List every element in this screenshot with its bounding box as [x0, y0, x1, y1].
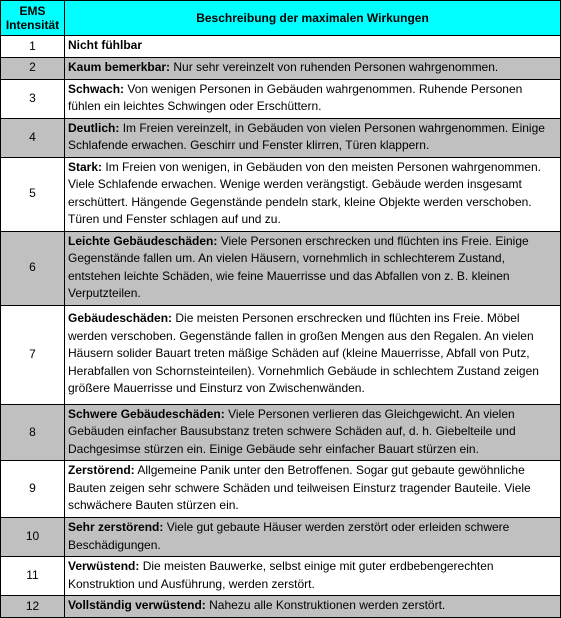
- table-row: [1, 36, 561, 58]
- intensity-text: Viele Personen verlieren das Gleichgewicht. An vielen Gebäuden einfacher Bausubstanz treten schwere Schäden auf, d. h. Giebelteile und Dachgesimse stürzen ein. Einige Gebäude sehr einfacher Bauart stürzen ein.: [68, 406, 516, 456]
- table-row: [1, 461, 561, 518]
- table-row: [1, 404, 561, 461]
- intensity-number: 7: [1, 305, 65, 404]
- intensity-number: 11: [1, 557, 65, 596]
- table-row: [1, 79, 561, 118]
- intensity-text: Viele gut gebaute Häuser werden zerstört oder erleiden schwere Beschädigungen.: [68, 520, 510, 552]
- table-row: [1, 518, 561, 557]
- intensity-number: 6: [1, 231, 65, 305]
- intensity-term: Stark:: [68, 159, 103, 174]
- intensity-number: 1: [1, 36, 65, 58]
- intensity-description: [65, 36, 561, 58]
- intensity-term: Sehr zerstörend:: [68, 520, 164, 534]
- header-intensity-line1: EMS: [19, 4, 46, 18]
- intensity-text: Im Freien vereinzelt, in Gebäuden von vielen Personen wahrgenommen. Einige Schlafende erwachen. Geschirr und Fenster klirren, Türen klappern.: [68, 120, 545, 152]
- intensity-term: Leichte Gebäudeschäden:: [68, 233, 218, 248]
- intensity-description: [65, 596, 561, 618]
- intensity-number: 2: [1, 57, 65, 79]
- intensity-description: [65, 79, 561, 118]
- intensity-description: [65, 57, 561, 79]
- intensity-number: 8: [1, 404, 65, 461]
- intensity-number: 10: [1, 518, 65, 557]
- intensity-text: Nur sehr vereinzelt von ruhenden Personen wahrgenommen.: [173, 59, 499, 74]
- intensity-description: [65, 157, 561, 231]
- intensity-term: Zerstörend:: [68, 463, 135, 478]
- intensity-number: 3: [1, 79, 65, 118]
- intensity-term: Nicht fühlbar: [68, 38, 142, 52]
- intensity-term: Vollständig verwüstend:: [68, 598, 206, 612]
- intensity-description: [65, 231, 561, 305]
- table-row: [1, 596, 561, 618]
- intensity-term: Deutlich:: [68, 120, 120, 135]
- header-row: [1, 1, 561, 36]
- table-row: [1, 157, 561, 231]
- intensity-term: Verwüstend:: [68, 559, 140, 573]
- intensity-text: Von wenigen Personen in Gebäuden wahrgenommen. Ruhende Personen fühlen ein leichtes Schwingen oder Erschüttern.: [68, 81, 523, 113]
- intensity-term: Schwere Gebäudeschäden:: [68, 406, 225, 421]
- table-row: [1, 57, 561, 79]
- intensity-description: [65, 305, 561, 404]
- intensity-number: 4: [1, 118, 65, 157]
- intensity-text: Nahezu alle Konstruktionen werden zerstört.: [209, 598, 446, 612]
- intensity-number: 5: [1, 157, 65, 231]
- intensity-number: 12: [1, 596, 65, 618]
- intensity-text: Im Freien von wenigen, in Gebäuden von den meisten Personen wahrgenommen. Viele Schlafende erwachen. Wenige werden verängstigt. Gebäude werden insgesamt erschüttert. Hängende Gegenstände pendeln stark, kleine Objekte werden verschoben. Türen und Fenster schlagen auf und zu.: [68, 159, 541, 226]
- table-row: [1, 557, 561, 596]
- intensity-text: Allgemeine Panik unter den Betroffenen. Sogar gut gebaute gewöhnliche Bauten zeigen sehr schwere Schäden und teilweisen Einsturz tragender Bauteile. Viele schwächere Bauten stürzen ein.: [68, 463, 531, 513]
- header-intensity: [1, 1, 65, 36]
- intensity-term: Gebäudeschäden:: [68, 311, 173, 326]
- intensity-description: [65, 461, 561, 518]
- intensity-description: [65, 118, 561, 157]
- intensity-term: Schwach:: [68, 81, 125, 96]
- header-intensity-line2: Intensität: [5, 18, 60, 32]
- intensity-term: Kaum bemerkbar:: [68, 59, 171, 74]
- table-row: [1, 118, 561, 157]
- intensity-description: [65, 404, 561, 461]
- intensity-description: [65, 518, 561, 557]
- intensity-text: Die meisten Personen erschrecken und flüchten ins Freie. Möbel werden verschoben. Gegenstände fallen in großen Mengen aus den Regalen. An vielen Häusern solider Bauart treten mäßige Schäden auf (kleine Mauerrisse, Abfall von Putz, Herabfallen von Schornsteinteilen). Vornehmlich Gebäude in schlechtem Zustand zeigen größere Mauerrisse und Einsturz von Zwischenwänden.: [68, 311, 539, 396]
- intensity-text: Viele Personen erschrecken und flüchten ins Freie. Einige Gegenstände fallen um. An vielen Häusern, vornehmlich in schlechterem Zustand, entstehen leichte Schäden, wie feine Mauerrisse und das Abfallen von z. B. kleinen Verputzteilen.: [68, 233, 529, 300]
- table-row: [1, 305, 561, 404]
- intensity-description: [65, 557, 561, 596]
- intensity-number: 9: [1, 461, 65, 518]
- intensity-text: Die meisten Bauwerke, selbst einige mit guter erdbebengerechten Konstruktion und Ausführung, werden zerstört.: [68, 559, 494, 591]
- header-description: Beschreibung der maximalen Wirkungen: [65, 1, 561, 36]
- table-row: [1, 231, 561, 305]
